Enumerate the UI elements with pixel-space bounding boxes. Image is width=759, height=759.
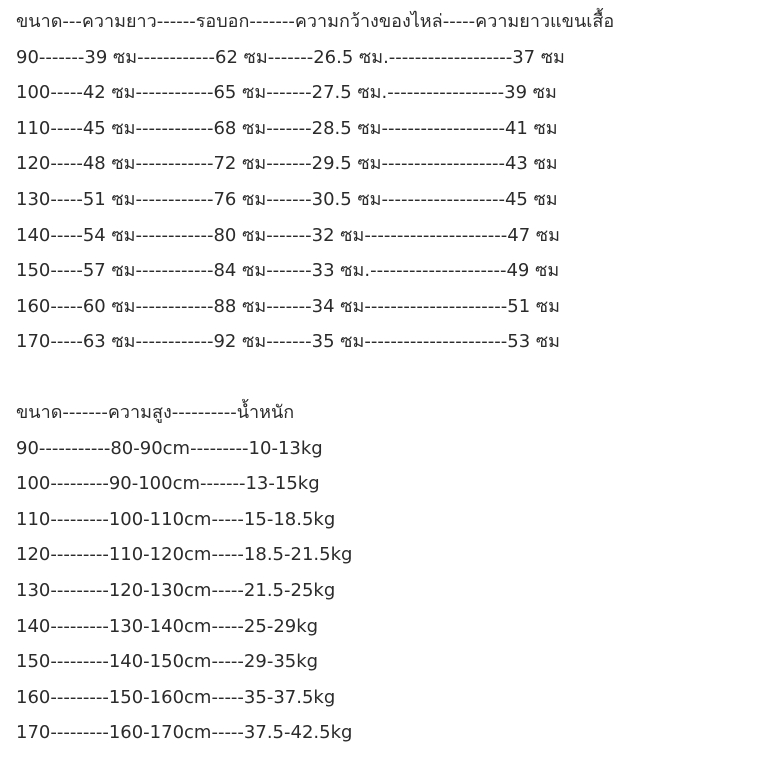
size-table-row: 100-----42 ซม------------65 ซม-------27.5 ซม.------------------39 ซม	[16, 82, 557, 104]
height-weight-table-row: 140---------130-140cm-----25-29kg	[16, 615, 319, 637]
height-weight-table-row: 90-----------80-90cm---------10-13kg	[16, 437, 323, 459]
height-weight-table-row: 170---------160-170cm-----37.5-42.5kg	[16, 722, 353, 744]
height-weight-table-row: 110---------100-110cm-----15-18.5kg	[16, 508, 336, 530]
size-table-row: 110-----45 ซม------------68 ซม-------28.5 ซม-------------------41 ซม	[16, 117, 558, 139]
size-table-row: 170-----63 ซม------------92 ซม-------35 ซม----------------------53 ซม	[16, 331, 560, 353]
height-weight-table-row: 160---------150-160cm-----35-37.5kg	[16, 686, 336, 708]
height-weight-table-row: 100---------90-100cm-------13-15kg	[16, 473, 320, 495]
size-table-row: 140-----54 ซม------------80 ซม-------32 ซม----------------------47 ซม	[16, 224, 560, 246]
size-table-row: 130-----51 ซม------------76 ซม-------30.5 ซม-------------------45 ซม	[16, 188, 558, 210]
size-table-row: 150-----57 ซม------------84 ซม-------33 ซม.---------------------49 ซม	[16, 260, 560, 282]
height-weight-table	[16, 395, 751, 751]
height-weight-table-header: ขนาด-------ความสูง----------น้ำหนัก	[16, 402, 295, 423]
size-table-row: 120-----48 ซม------------72 ซม-------29.5 ซม-------------------43 ซม	[16, 153, 558, 175]
size-measurement-table	[16, 4, 751, 360]
height-weight-table-row: 120---------110-120cm-----18.5-21.5kg	[16, 544, 353, 566]
size-table-header: ขนาด---ความยาว------รอบอก-------ความกว้างของไหล่-----ความยาวแขนเสื้อ	[16, 11, 615, 32]
height-weight-table-row: 150---------140-150cm-----29-35kg	[16, 651, 319, 673]
size-table-row: 160-----60 ซม------------88 ซม-------34 ซม----------------------51 ซม	[16, 295, 560, 317]
size-table-row: 90-------39 ซม------------62 ซม-------26.5 ซม.-------------------37 ซม	[16, 46, 565, 68]
height-weight-table-row: 130---------120-130cm-----21.5-25kg	[16, 579, 336, 601]
